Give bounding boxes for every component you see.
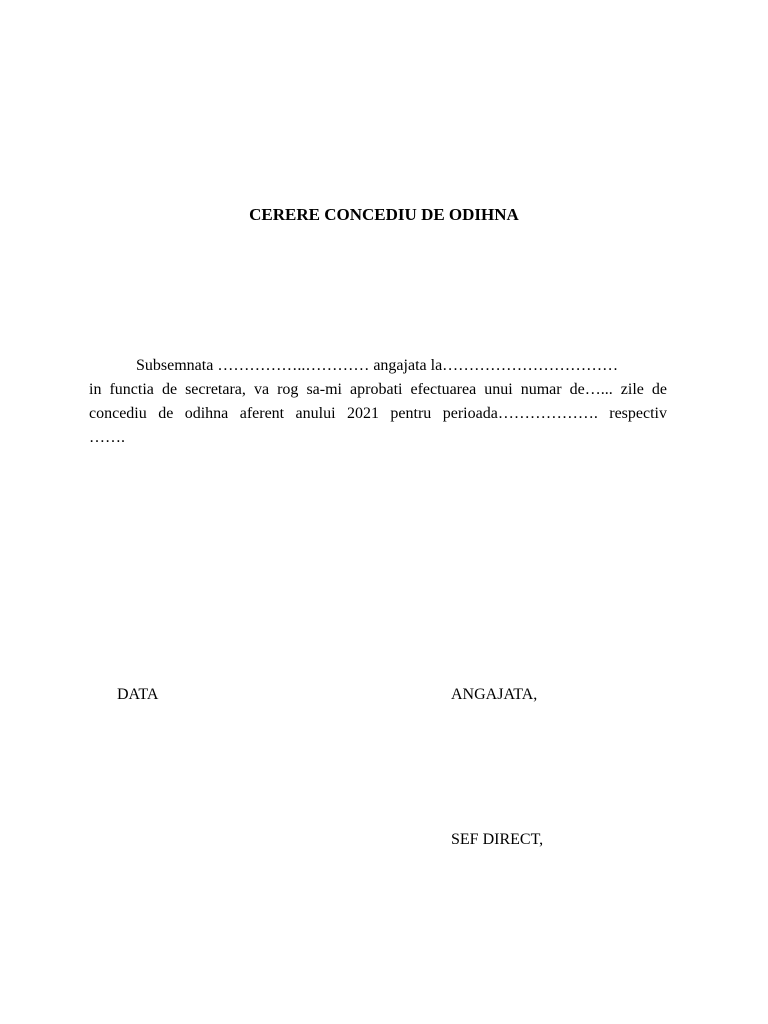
manager-signature-label: SEF DIRECT, (451, 831, 544, 848)
request-paragraph (89, 354, 667, 450)
paragraph-line-3: concediu de odihna aferent anului 2021 pentru perioada………………. respectiv (89, 405, 667, 422)
paragraph-line-1: Subsemnata ……………..………… angajata la…………………………… (136, 357, 619, 374)
paragraph-line-2: in functia de secretara, va rog sa-mi aprobati efectuarea unui numar de…... zile de (89, 381, 667, 398)
paragraph-line-4: ……. (89, 429, 125, 446)
date-label: DATA (117, 686, 159, 703)
employee-signature-label: ANGAJATA, (451, 686, 538, 703)
document-title: CERERE CONCEDIU DE ODIHNA (249, 205, 519, 224)
